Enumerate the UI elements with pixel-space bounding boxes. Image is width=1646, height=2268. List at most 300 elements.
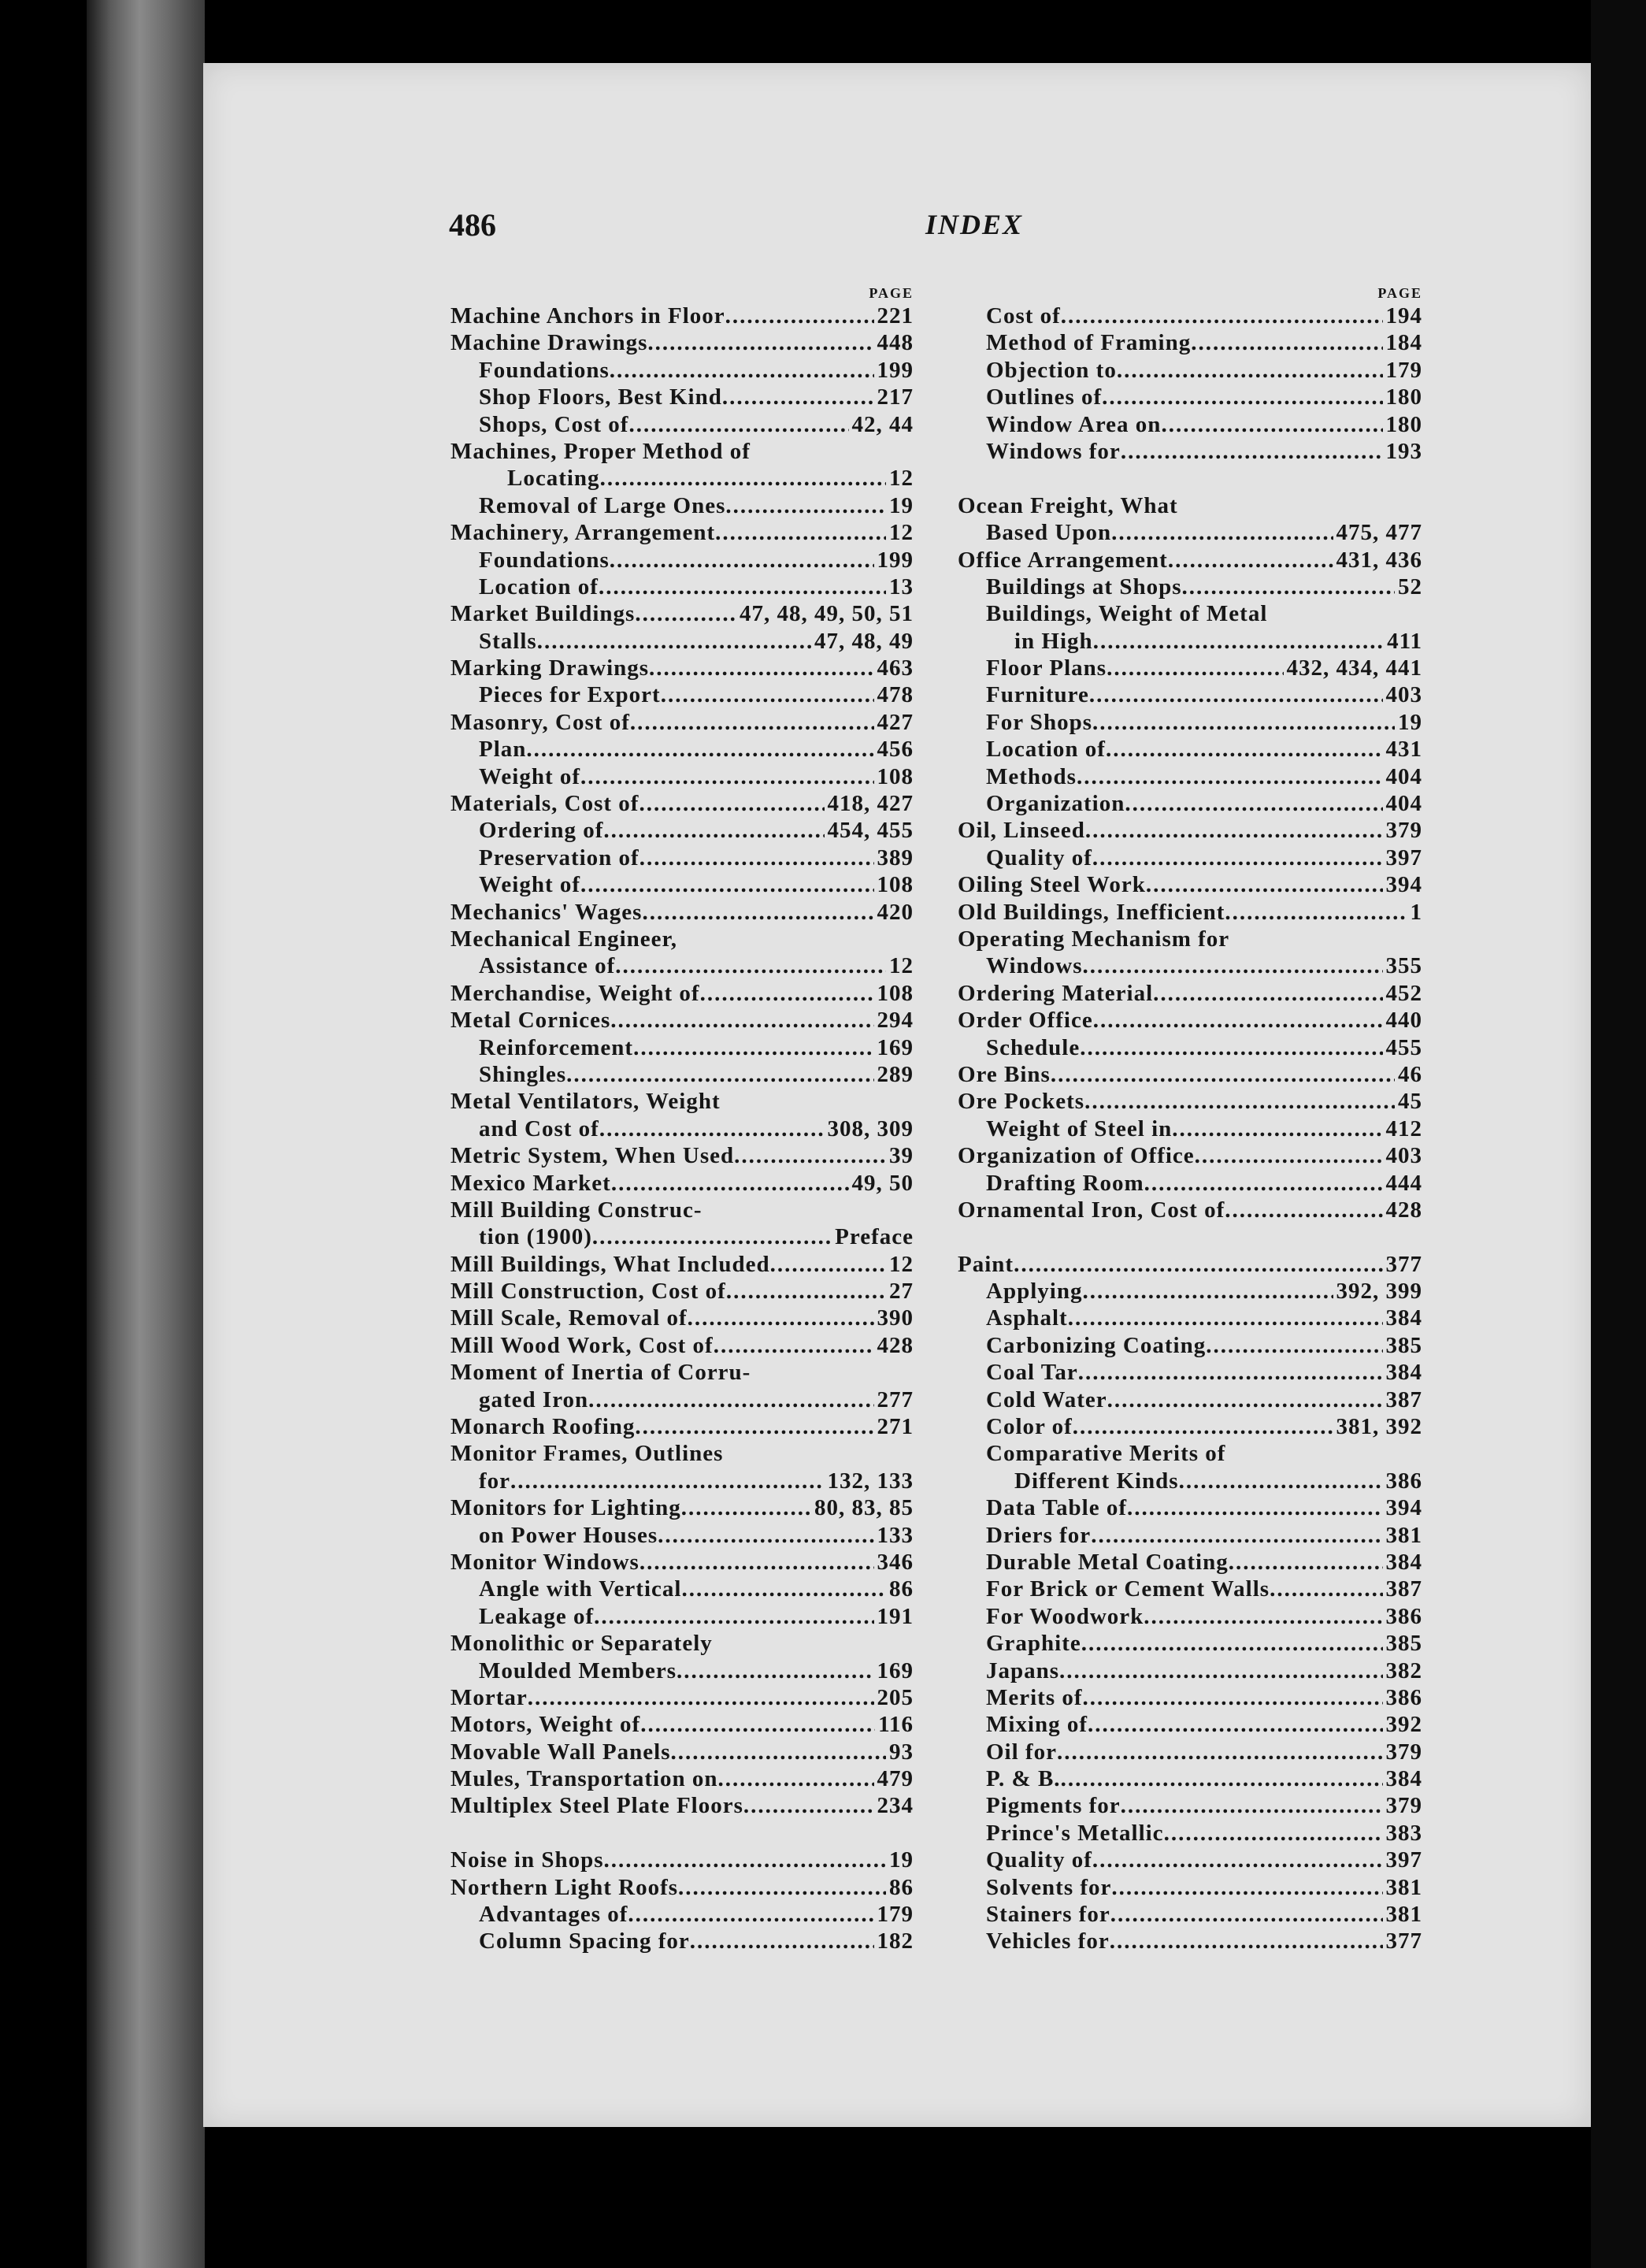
entry-page: 404 bbox=[1385, 763, 1422, 789]
dot-leader bbox=[678, 1874, 886, 1901]
entry-term: Japans bbox=[986, 1657, 1060, 1683]
entry-term: Leakage of bbox=[479, 1603, 595, 1629]
entry-page: 234 bbox=[877, 1793, 914, 1819]
entry-page: 108 bbox=[877, 980, 914, 1006]
index-entry bbox=[958, 1251, 1422, 1278]
entry-term: Moulded Members bbox=[479, 1657, 677, 1683]
index-entry bbox=[958, 384, 1422, 410]
entry-term: in High bbox=[1014, 628, 1093, 654]
entry-page: 382 bbox=[1385, 1657, 1422, 1683]
entry-page: 386 bbox=[1385, 1603, 1422, 1629]
index-entry bbox=[958, 628, 1422, 655]
dot-leader bbox=[743, 1792, 874, 1819]
index-entry bbox=[958, 1468, 1422, 1494]
index-entry bbox=[450, 1007, 914, 1034]
dot-leader bbox=[1088, 1711, 1382, 1738]
index-entry bbox=[450, 681, 914, 708]
entry-term: Pigments for bbox=[986, 1793, 1121, 1819]
index-entry bbox=[450, 1792, 914, 1819]
index-entry bbox=[958, 763, 1422, 790]
entry-term: tion (1900) bbox=[479, 1224, 592, 1250]
entry-page: 452 bbox=[1385, 980, 1422, 1006]
dot-leader bbox=[1117, 357, 1383, 384]
dot-leader bbox=[1168, 547, 1333, 573]
entry-page: 385 bbox=[1385, 1631, 1422, 1657]
entry-page: 179 bbox=[1385, 357, 1422, 383]
dot-leader bbox=[1082, 1278, 1333, 1305]
dot-leader bbox=[1061, 303, 1383, 329]
entry-term: Mill Construction, Cost of bbox=[450, 1279, 726, 1305]
entry-term: Organization of Office bbox=[958, 1143, 1195, 1169]
index-entry bbox=[450, 1765, 914, 1792]
entry-page: 385 bbox=[1385, 1332, 1422, 1358]
index-entry bbox=[450, 357, 914, 384]
entry-term: Merchandise, Weight of bbox=[450, 980, 700, 1006]
entry-term: Location of bbox=[986, 737, 1106, 763]
entry-page: 394 bbox=[1385, 872, 1422, 898]
entry-page: 12 bbox=[889, 953, 914, 979]
dot-leader bbox=[1144, 1170, 1383, 1197]
index-entry bbox=[450, 980, 914, 1007]
index-entry bbox=[958, 1820, 1422, 1847]
dot-leader bbox=[1057, 1739, 1383, 1765]
dot-leader bbox=[1179, 1468, 1383, 1494]
index-entry bbox=[450, 465, 914, 492]
entry-page: 47, 48, 49, 50, 51 bbox=[740, 601, 914, 627]
dot-leader bbox=[1084, 1088, 1395, 1115]
entry-term: Market Buildings bbox=[450, 601, 636, 627]
entry-term: Oil, Linseed bbox=[958, 818, 1085, 844]
entry-term: Mill Building Construc- bbox=[450, 1197, 703, 1223]
entry-term: Mixing of bbox=[986, 1712, 1088, 1738]
entry-term: Mill Scale, Removal of bbox=[450, 1305, 688, 1331]
dot-leader bbox=[528, 1684, 874, 1711]
entry-page: 479 bbox=[877, 1766, 914, 1792]
entry-term: Order Office bbox=[958, 1008, 1093, 1034]
dot-leader bbox=[1121, 1792, 1383, 1819]
entry-page: 133 bbox=[877, 1522, 914, 1548]
entry-page: 397 bbox=[1385, 844, 1422, 870]
entry-page: 432, 434, 441 bbox=[1286, 655, 1422, 681]
entry-page: 412 bbox=[1385, 1115, 1422, 1141]
entry-term: Paint bbox=[958, 1251, 1014, 1277]
dot-leader bbox=[642, 899, 873, 926]
entry-term: Windows for bbox=[986, 438, 1121, 464]
entry-term: Monitors for Lighting bbox=[450, 1495, 681, 1521]
entry-term: Stalls bbox=[479, 628, 537, 654]
entry-term: Weight of bbox=[479, 872, 581, 898]
dot-leader bbox=[510, 1468, 824, 1494]
entry-term: Mortar bbox=[450, 1684, 528, 1710]
dot-leader bbox=[1153, 980, 1382, 1007]
dot-leader bbox=[718, 1765, 874, 1792]
dot-leader bbox=[734, 1142, 886, 1169]
index-entry bbox=[958, 1359, 1422, 1386]
entry-term: Northern Light Roofs bbox=[450, 1874, 679, 1900]
index-entry bbox=[450, 790, 914, 817]
dot-leader bbox=[526, 736, 873, 763]
dot-leader bbox=[610, 1007, 873, 1034]
entry-page: 431 bbox=[1385, 737, 1422, 763]
entry-term: Furniture bbox=[986, 682, 1089, 708]
dot-leader bbox=[611, 1170, 849, 1197]
entry-page: 418, 427 bbox=[827, 791, 914, 817]
dot-leader bbox=[566, 1061, 873, 1088]
index-entry bbox=[450, 709, 914, 736]
dot-leader bbox=[1092, 844, 1383, 871]
entry-term: Metal Ventilators, Weight bbox=[450, 1089, 721, 1115]
dot-leader bbox=[1110, 1901, 1383, 1928]
index-entry bbox=[450, 1115, 914, 1142]
index-entry bbox=[958, 655, 1422, 681]
entry-page: 384 bbox=[1385, 1549, 1422, 1575]
entry-term: Shingles bbox=[479, 1061, 567, 1087]
index-entry bbox=[450, 438, 914, 465]
dot-leader bbox=[1111, 519, 1333, 546]
index-entry bbox=[958, 1278, 1422, 1305]
index-entry bbox=[958, 1901, 1422, 1928]
entry-term: Mexico Market bbox=[450, 1170, 611, 1196]
index-entry bbox=[958, 1413, 1422, 1440]
dot-leader bbox=[635, 600, 736, 627]
entry-page: 381, 392 bbox=[1336, 1414, 1422, 1440]
index-entry bbox=[958, 357, 1422, 384]
entry-term: Objection to bbox=[986, 357, 1117, 383]
entry-term: Ornamental Iron, Cost of bbox=[958, 1197, 1225, 1223]
entry-term: For Shops bbox=[986, 709, 1092, 735]
entry-page: 191 bbox=[877, 1603, 914, 1629]
index-entry bbox=[450, 1305, 914, 1331]
entry-page: 13 bbox=[889, 573, 914, 599]
entry-term: on Power Houses bbox=[479, 1522, 658, 1548]
index-entry bbox=[450, 763, 914, 790]
entry-page: 180 bbox=[1385, 384, 1422, 410]
dot-leader bbox=[1195, 1142, 1383, 1169]
dot-leader bbox=[604, 1847, 886, 1873]
index-entry bbox=[958, 519, 1422, 546]
index-entry bbox=[450, 1251, 914, 1278]
index-entry bbox=[958, 1007, 1422, 1034]
index-entry bbox=[450, 1061, 914, 1088]
page-number: 486 bbox=[449, 207, 496, 243]
index-entry bbox=[958, 1657, 1422, 1684]
index-entry bbox=[958, 926, 1422, 952]
entry-page: 475, 477 bbox=[1336, 520, 1422, 546]
dot-leader bbox=[633, 1034, 873, 1061]
dot-leader bbox=[681, 1576, 886, 1602]
entry-page: 308, 309 bbox=[827, 1115, 914, 1141]
entry-page: 463 bbox=[877, 655, 914, 681]
entry-page: 46 bbox=[1398, 1061, 1422, 1087]
entry-term: Column Spacing for bbox=[479, 1928, 690, 1954]
column-heading: PAGE bbox=[1377, 285, 1422, 301]
entry-term: Ocean Freight, What bbox=[958, 492, 1178, 518]
dot-leader bbox=[700, 980, 874, 1007]
entry-term: Ordering of bbox=[479, 818, 604, 844]
index-entry bbox=[958, 573, 1422, 600]
dot-leader bbox=[1161, 411, 1382, 438]
entry-term: Monarch Roofing bbox=[450, 1414, 636, 1440]
dot-leader bbox=[770, 1251, 886, 1278]
dot-leader bbox=[1107, 655, 1283, 681]
entry-page: 294 bbox=[877, 1008, 914, 1034]
index-entry bbox=[450, 1711, 914, 1738]
entry-term: Ore Bins bbox=[958, 1061, 1051, 1087]
index-entry bbox=[958, 1630, 1422, 1657]
page-header bbox=[246, 206, 1024, 246]
entry-page: 346 bbox=[877, 1549, 914, 1575]
dot-leader bbox=[594, 1603, 873, 1630]
dot-leader bbox=[1206, 1332, 1382, 1359]
entry-page: 199 bbox=[877, 357, 914, 383]
entry-page: 387 bbox=[1385, 1386, 1422, 1412]
index-entry bbox=[450, 1468, 914, 1494]
entry-page: 271 bbox=[877, 1414, 914, 1440]
entry-term: Materials, Cost of bbox=[450, 791, 639, 817]
dot-leader bbox=[1061, 1765, 1383, 1792]
dot-leader bbox=[1080, 1034, 1382, 1061]
entry-term: Plan bbox=[479, 737, 527, 763]
entry-term: Office Arrangement bbox=[958, 547, 1168, 573]
dot-leader bbox=[1111, 1874, 1382, 1901]
dot-leader bbox=[1092, 709, 1395, 736]
index-entry bbox=[450, 1739, 914, 1765]
entry-page: 27 bbox=[889, 1279, 914, 1305]
entry-term: Assistance of bbox=[479, 953, 616, 979]
entry-term: Different Kinds bbox=[1014, 1468, 1179, 1494]
entry-term: gated Iron bbox=[479, 1386, 589, 1412]
entry-term: for bbox=[479, 1468, 511, 1494]
entry-term: Ordering Material bbox=[958, 980, 1154, 1006]
entry-term: Asphalt bbox=[986, 1305, 1068, 1331]
index-entry bbox=[958, 1061, 1422, 1088]
index-entry bbox=[958, 1576, 1422, 1602]
entry-term: Monitor Frames, Outlines bbox=[450, 1441, 724, 1467]
column-heading: PAGE bbox=[869, 285, 914, 301]
index-entry bbox=[450, 1223, 914, 1250]
entry-term: Organization bbox=[986, 791, 1125, 817]
entry-term: Floor Plans bbox=[986, 655, 1107, 681]
entry-page: 194 bbox=[1385, 303, 1422, 329]
dot-leader bbox=[1085, 817, 1383, 844]
entry-term: Shops, Cost of bbox=[479, 411, 629, 437]
dot-leader bbox=[580, 763, 873, 790]
dot-leader bbox=[1225, 1197, 1382, 1223]
index-entry bbox=[450, 1874, 914, 1901]
entry-page: 193 bbox=[1385, 438, 1422, 464]
entry-page: 355 bbox=[1385, 953, 1422, 979]
dot-leader bbox=[1146, 871, 1383, 898]
dot-leader bbox=[639, 790, 824, 817]
entry-page: 397 bbox=[1385, 1847, 1422, 1873]
index-entry bbox=[450, 899, 914, 926]
index-entry bbox=[450, 1494, 914, 1521]
entry-term: Reinforcement bbox=[479, 1034, 634, 1060]
entry-term: Foundations bbox=[479, 547, 610, 573]
entry-page: 478 bbox=[877, 682, 914, 708]
entry-page: 277 bbox=[877, 1386, 914, 1412]
index-entry bbox=[958, 1765, 1422, 1792]
dot-leader bbox=[630, 709, 874, 736]
entry-page: 440 bbox=[1385, 1008, 1422, 1034]
index-entry bbox=[958, 547, 1422, 573]
entry-term: Based Upon bbox=[986, 520, 1112, 546]
entry-term: Masonry, Cost of bbox=[450, 709, 630, 735]
entry-page: 45 bbox=[1398, 1089, 1422, 1115]
entry-term: Oil for bbox=[986, 1739, 1057, 1765]
dot-leader bbox=[1081, 1630, 1383, 1657]
entry-term: Methods bbox=[986, 763, 1077, 789]
entry-page: 448 bbox=[877, 330, 914, 356]
entry-term: Monolithic or Separately bbox=[450, 1631, 713, 1657]
index-entry bbox=[450, 1630, 914, 1657]
index-entry bbox=[450, 736, 914, 763]
entry-page: 379 bbox=[1385, 1793, 1422, 1819]
entry-page: 404 bbox=[1385, 791, 1422, 817]
entry-page: 383 bbox=[1385, 1820, 1422, 1846]
dot-leader bbox=[615, 952, 886, 979]
index-entry bbox=[958, 1115, 1422, 1142]
entry-page: 381 bbox=[1385, 1522, 1422, 1548]
entry-page: 384 bbox=[1385, 1766, 1422, 1792]
entry-page: 179 bbox=[877, 1902, 914, 1928]
entry-term: Cost of bbox=[986, 303, 1061, 329]
entry-term: Driers for bbox=[986, 1522, 1092, 1548]
index-entry bbox=[450, 1142, 914, 1169]
index-entry bbox=[958, 492, 1422, 519]
index-entry bbox=[958, 329, 1422, 356]
entry-term: Vehicles for bbox=[986, 1928, 1110, 1954]
entry-page: 116 bbox=[878, 1712, 914, 1738]
index-entry bbox=[450, 573, 914, 600]
index-entry bbox=[958, 303, 1422, 329]
entry-page: 108 bbox=[877, 763, 914, 789]
index-entry bbox=[450, 1440, 914, 1467]
dot-leader bbox=[1110, 1928, 1383, 1954]
dot-leader bbox=[1077, 763, 1383, 790]
entry-term: Mechanics' Wages bbox=[450, 899, 643, 925]
entry-page: 387 bbox=[1385, 1576, 1422, 1602]
index-entry bbox=[450, 1684, 914, 1711]
entry-term: Weight of bbox=[479, 763, 581, 789]
dot-leader bbox=[635, 1413, 873, 1440]
dot-leader bbox=[1127, 1494, 1383, 1521]
index-entry bbox=[958, 736, 1422, 763]
entry-page: 47, 48, 49 bbox=[814, 628, 914, 654]
entry-page: 19 bbox=[1398, 709, 1422, 735]
entry-term: Mill Wood Work, Cost of bbox=[450, 1332, 714, 1358]
dot-leader bbox=[1102, 384, 1382, 410]
entry-term: Oiling Steel Work bbox=[958, 872, 1146, 898]
dot-leader bbox=[714, 1332, 874, 1359]
entry-page: 454, 455 bbox=[827, 818, 914, 844]
index-entry bbox=[958, 1170, 1422, 1197]
index-entry bbox=[958, 952, 1422, 979]
entry-term: Data Table of bbox=[986, 1495, 1127, 1521]
index-column-right bbox=[958, 284, 1422, 1955]
entry-term: Machine Drawings bbox=[450, 330, 648, 356]
entry-term: Machines, Proper Method of bbox=[450, 438, 751, 464]
entry-page: 184 bbox=[1385, 330, 1422, 356]
dot-leader bbox=[1182, 573, 1395, 600]
entry-spacer bbox=[450, 1820, 914, 1847]
dot-leader bbox=[1164, 1820, 1383, 1847]
entry-term: Carbonizing Coating bbox=[986, 1332, 1207, 1358]
entry-term: Metal Cornices bbox=[450, 1008, 611, 1034]
index-entry bbox=[958, 1684, 1422, 1711]
entry-page: 221 bbox=[877, 303, 914, 329]
index-entry bbox=[958, 899, 1422, 926]
dot-leader bbox=[628, 1901, 873, 1928]
entry-term: Old Buildings, Inefficient bbox=[958, 899, 1225, 925]
entry-term: Mechanical Engineer, bbox=[450, 926, 677, 952]
index-entry bbox=[450, 1603, 914, 1630]
dot-leader bbox=[677, 1657, 874, 1684]
index-entry bbox=[450, 871, 914, 898]
dot-leader bbox=[1093, 628, 1384, 655]
entry-term: Angle with Vertical bbox=[479, 1576, 682, 1602]
dot-leader bbox=[681, 1494, 811, 1521]
dot-leader bbox=[603, 817, 824, 844]
entry-term: P. & B. bbox=[986, 1766, 1061, 1792]
dot-leader bbox=[715, 519, 886, 546]
dot-leader bbox=[649, 655, 873, 681]
entry-page: 444 bbox=[1385, 1170, 1422, 1196]
entry-term: Mules, Transportation on bbox=[450, 1766, 718, 1792]
entry-term: Advantages of bbox=[479, 1902, 628, 1928]
entry-page: 39 bbox=[889, 1143, 914, 1169]
entry-page: 381 bbox=[1385, 1874, 1422, 1900]
page-title: INDEX bbox=[925, 209, 1024, 240]
entry-page: 403 bbox=[1385, 682, 1422, 708]
entry-term: Shop Floors, Best Kind bbox=[479, 384, 722, 410]
entry-page: 455 bbox=[1385, 1034, 1422, 1060]
entry-term: Cold Water bbox=[986, 1386, 1107, 1412]
dot-leader bbox=[688, 1305, 874, 1331]
index-entry bbox=[958, 1603, 1422, 1630]
index-entry bbox=[450, 329, 914, 356]
index-entry bbox=[958, 980, 1422, 1007]
book-binding bbox=[87, 0, 205, 2268]
index-entry bbox=[450, 303, 914, 329]
index-entry bbox=[450, 1332, 914, 1359]
entry-page: 52 bbox=[1398, 573, 1422, 599]
dot-leader bbox=[661, 681, 874, 708]
dot-leader bbox=[1051, 1061, 1395, 1088]
index-entry bbox=[450, 1549, 914, 1576]
entry-term: Motors, Weight of bbox=[450, 1712, 641, 1738]
entry-page: 1 bbox=[1410, 899, 1422, 925]
entry-term: Removal of Large Ones bbox=[479, 492, 726, 518]
index-entry bbox=[958, 1088, 1422, 1115]
entry-term: Pieces for Export bbox=[479, 682, 661, 708]
dot-leader bbox=[610, 357, 874, 384]
entry-page: 80, 83, 85 bbox=[814, 1495, 914, 1521]
index-entry bbox=[450, 844, 914, 871]
entry-page: 377 bbox=[1385, 1928, 1422, 1954]
index-entry bbox=[958, 1739, 1422, 1765]
entry-page: 379 bbox=[1385, 1739, 1422, 1765]
dot-leader bbox=[1059, 1657, 1382, 1684]
entry-term: Noise in Shops bbox=[450, 1847, 604, 1873]
entry-term: Buildings, Weight of Metal bbox=[986, 601, 1268, 627]
entry-term: Schedule bbox=[986, 1034, 1081, 1060]
index-entry bbox=[958, 871, 1422, 898]
entry-term: Ore Pockets bbox=[958, 1089, 1085, 1115]
index-entry bbox=[958, 1847, 1422, 1873]
entry-page: 420 bbox=[877, 899, 914, 925]
dot-leader bbox=[1225, 899, 1407, 926]
